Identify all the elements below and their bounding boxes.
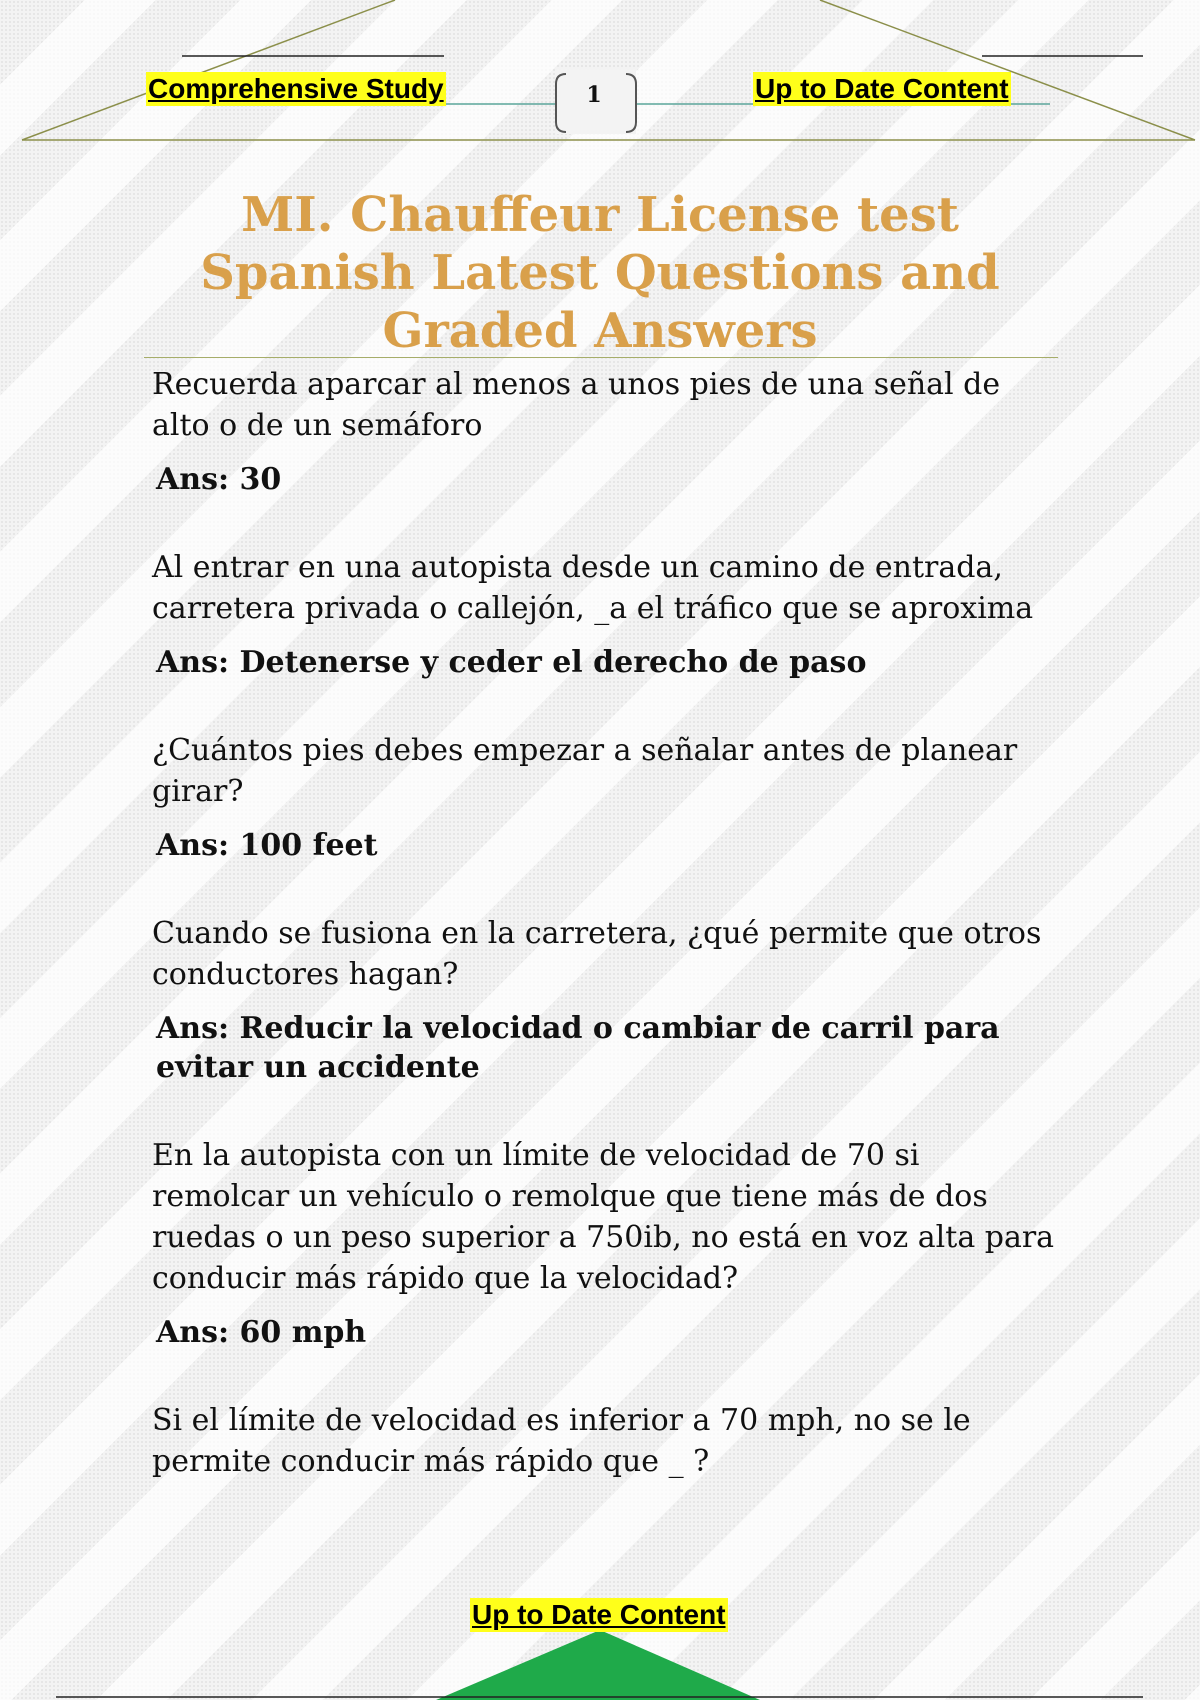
footer-label: Up to Date Content [472, 1599, 726, 1630]
question-text: Cuando se fusiona en la carretera, ¿qué permite que otros conductores hagan? [152, 916, 1042, 992]
qa-item [146, 364, 1066, 499]
qa-item [146, 913, 1066, 1087]
qa-item [146, 730, 1066, 865]
question-text: Recuerda aparcar al menos a unos pies de una señal de alto o de un semáforo [152, 367, 1001, 443]
header-right-label: Up to Date Content [755, 73, 1009, 104]
question-text: ¿Cuántos pies debes empezar a señalar antes de planear girar? [152, 733, 1018, 809]
question-text: En la autopista con un límite de velocidad de 70 si remolcar un vehículo o remolque que tiene más de dos ruedas o un peso superior a 750ib, no está en voz alta para conducir más rápido que la velocidad? [152, 1138, 1055, 1296]
qa-list [146, 364, 1066, 1530]
title-divider [144, 357, 1058, 358]
qa-item [146, 1135, 1066, 1352]
question-text: Si el límite de velocidad es inferior a 70 mph, no se le permite conducir más rápido que _ ? [152, 1403, 971, 1479]
answer-text: Ans: Detenerse y ceder el derecho de paso [156, 645, 867, 680]
answer-text: Ans: 60 mph [156, 1315, 367, 1350]
page-number: 1 [586, 82, 602, 108]
qa-item [146, 1400, 1066, 1482]
answer-text: Ans: 30 [156, 462, 282, 497]
qa-item [146, 547, 1066, 682]
document-title: MI. Chauffeur License test Spanish Latest Questions and Graded Answers [200, 187, 1000, 359]
answer-text: Ans: 100 feet [156, 828, 378, 863]
answer-text: Ans: Reducir la velocidad o cambiar de carril para evitar un accidente [156, 1011, 1000, 1085]
header-left-label: Comprehensive Study [148, 73, 444, 104]
question-text: Al entrar en una autopista desde un camino de entrada, carretera privada o callejón, _a el tráfico que se aproxima [152, 550, 1034, 626]
